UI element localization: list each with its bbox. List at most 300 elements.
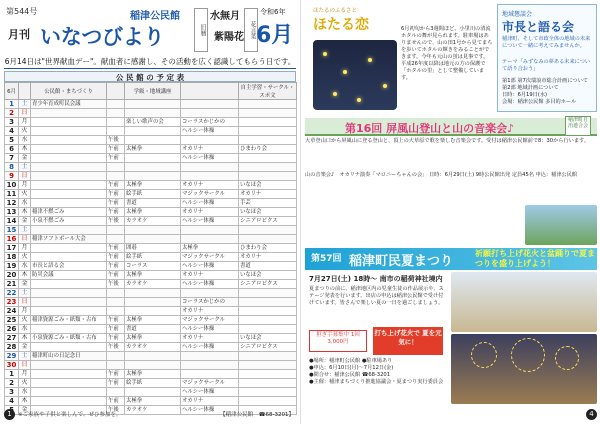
time-cell: 午前 [107,181,125,190]
day-cell: 12 [5,199,19,208]
class-cell: 太極拳 [125,271,181,280]
weekday-cell: 金 [19,343,31,352]
circle-cell-2: 書道 [239,262,297,271]
list-item: ●申込：6月10日(月)〜7月12日(金) [309,365,394,371]
table-row [5,154,297,163]
time-cell: 午前 [107,199,125,208]
class-cell: カラオケ [125,217,181,226]
circle-cell-2 [239,127,297,136]
monthly-label: 月刊 [8,28,30,41]
table-row [5,181,297,190]
day-cell: 20 [5,271,19,280]
circle-cell-2 [239,370,297,379]
table-row [5,352,297,361]
circle-cell-2 [239,379,297,388]
circle-cell-2 [239,316,297,325]
table-row [5,208,297,217]
issue-number: 第544号 [6,7,38,16]
mountain-concert-detail: 山の音楽会♪ オカリナ演奏「マロニーちゃんの会」 日時：6月29日(土) 9時公民館出発 定員45名 申込：稲津公民館 [305,172,578,178]
time-cell [107,361,125,370]
table-row [5,379,297,388]
day-cell: 11 [5,190,19,199]
hall-event-cell [31,199,107,208]
circle-cell-2: ひまわり会 [239,145,297,154]
circle-cell-2: いなほ会 [239,271,297,280]
month-old-name: 水無月 [210,11,240,22]
class-cell: 囲碁 [125,244,181,253]
weekday-cell: 金 [19,406,31,415]
festival-banner [305,248,597,270]
circle-cell [181,235,239,244]
col-header [19,83,31,100]
circle-cell: ヘルシー体操 [181,406,239,415]
day-cell: 3 [5,388,19,397]
hall-event-cell: 小泉資源ごみ・紙類・古布 [31,334,107,343]
day-cell: 5 [5,136,19,145]
circle-cell: コーラスかじかの [181,118,239,127]
time-cell [107,172,125,181]
day-cell: 1 [5,370,19,379]
table-row [5,262,297,271]
mountain-concert-title: 第16回 屏風山登山と山の音楽会♪ [345,122,515,135]
time-cell: 午前 [107,325,125,334]
circle-cell-2: オカリナ [239,253,297,262]
day-cell: 17 [5,244,19,253]
circle-cell-2: いなほ会 [239,208,297,217]
circle-cell [181,172,239,181]
day-cell: 16 [5,235,19,244]
weekday-cell: 金 [19,217,31,226]
mountain-photo [525,205,597,245]
class-cell: 太極拳 [125,397,181,406]
circle-cell-2 [239,100,297,109]
hall-event-cell [31,379,107,388]
class-cell: 太極拳 [125,145,181,154]
circle-cell-2: シニアロビクス [239,217,297,226]
weekday-cell: 火 [19,127,31,136]
class-cell: 書道 [125,325,181,334]
hall-event-cell [31,226,107,235]
circle-cell [181,226,239,235]
weekday-cell: 水 [19,262,31,271]
class-cell: コーラス [125,262,181,271]
time-cell [107,352,125,361]
weekday-cell: 日 [19,235,31,244]
day-cell: 22 [5,289,19,298]
hall-event-cell [31,298,107,307]
circle-cell-2 [239,352,297,361]
time-cell [107,127,125,136]
festival-details [309,358,449,386]
era-year: 令和6年 [260,8,286,16]
hall-event-cell [31,172,107,181]
day-cell: 23 [5,298,19,307]
festival-catchcopy: 祈願打ち上げ花火と盆踊りで夏まつりを盛り上げよう！ [475,249,595,268]
circle-cell: オカリナ [181,208,239,217]
day-cell: 6 [5,145,19,154]
schedule-table [4,82,297,415]
day-cell: 14 [5,217,19,226]
table-row [5,343,297,352]
table-row [5,316,297,325]
circle-cell: マジックサークル [181,253,239,262]
circle-cell-2 [239,388,297,397]
col-header: 学級・地域講座 [125,83,181,100]
class-cell: 太極拳 [125,334,181,343]
weekday-cell: 日 [19,109,31,118]
hall-event-cell [31,289,107,298]
class-cell [125,127,181,136]
class-cell [125,100,181,109]
festival-title: 稲津町民夏まつり [349,254,454,269]
table-row [5,172,297,181]
circle-cell-2 [239,397,297,406]
table-row [5,307,297,316]
weekday-cell: 金 [19,154,31,163]
day-cell: 2 [5,109,19,118]
circle-cell: ヘルシー体操 [181,343,239,352]
weekday-cell: 木 [19,334,31,343]
list-item: ●問合せ：稲津公民館 ☎68-3201 [309,372,390,378]
class-cell: 絵手紙 [125,190,181,199]
time-cell [107,235,125,244]
circle-cell: オカリナ [181,307,239,316]
table-row [5,244,297,253]
circle-cell [181,370,239,379]
circle-cell-2: ひまわり会 [239,244,297,253]
weekday-cell: 日 [19,361,31,370]
table-row [5,136,297,145]
firefly-subtitle: ほたるのふるさと [313,8,358,14]
time-cell: 午後 [107,280,125,289]
masthead [4,4,296,54]
circle-cell-2 [239,298,297,307]
table-row [5,271,297,280]
table-row [5,226,297,235]
time-cell: 午前 [107,334,125,343]
weekday-cell: 月 [19,244,31,253]
hall-event-cell [31,109,107,118]
page-number: 1 [4,409,15,420]
day-cell: 7 [5,154,19,163]
hall-event-cell: 稲津ソフトボール大会 [31,235,107,244]
col-header: 公民館・まちづくり [31,83,107,100]
time-cell [107,298,125,307]
time-cell: 午前 [107,190,125,199]
weekday-cell: 火 [19,316,31,325]
list-item: 第1部 第7次瑞浪市総合計画について [502,78,588,84]
weekday-cell: 月 [19,307,31,316]
weekday-cell: 日 [19,172,31,181]
day-cell: 26 [5,325,19,334]
class-cell [125,307,181,316]
mayor-talk-title: 市長と語る会 [502,20,575,34]
hall-event-cell [31,280,107,289]
mayor-talk-section [497,4,597,112]
circle-cell: マジックサークル [181,190,239,199]
circle-cell-2 [239,325,297,334]
circle-cell [181,163,239,172]
circle-cell: ヘルシー体操 [181,154,239,163]
circle-cell [181,109,239,118]
time-cell [107,109,125,118]
time-cell [107,307,125,316]
circle-cell-2 [239,307,297,316]
class-cell: 絵手紙 [125,253,181,262]
schedule-title: 公 民 館 の 予 定 表 [4,71,296,82]
day-cell: 9 [5,172,19,181]
class-cell [125,289,181,298]
time-cell [107,163,125,172]
day-cell: 8 [5,163,19,172]
weekday-cell: 土 [19,289,31,298]
time-cell: 午後 [107,217,125,226]
table-row [5,289,297,298]
class-cell: 太極拳 [125,208,181,217]
time-cell: 午前 [107,145,125,154]
class-cell: 楽しい歌声の会 [125,118,181,127]
day-cell: 25 [5,316,19,325]
day-cell: 15 [5,226,19,235]
circle-cell-2 [239,172,297,181]
col-header [107,83,125,100]
weekday-cell: 火 [19,190,31,199]
hall-event-cell [31,397,107,406]
weekday-cell: 金 [19,280,31,289]
day-cell: 24 [5,307,19,316]
class-cell [125,109,181,118]
col-header [181,83,239,100]
class-cell: カラオケ [125,406,181,415]
hall-event-cell [31,388,107,397]
table-row [5,397,297,406]
class-cell: 絵手紙 [125,379,181,388]
circle-cell: オカリナ [181,397,239,406]
mayor-talk-theme: テーマ「みずなみの夢ある未来について語り合おう」 [502,59,591,72]
table-row [5,235,297,244]
day-cell: 19 [5,262,19,271]
table-row [5,109,297,118]
festival-date: 7月27日(土) 18時〜 南市の稲荷神社境内 [309,275,443,283]
weekday-cell: 火 [19,253,31,262]
class-cell [125,136,181,145]
circle-cell: ヘルシー体操 [181,280,239,289]
time-cell [107,226,125,235]
time-cell [107,118,125,127]
circle-cell: オカリナ [181,271,239,280]
hall-event-cell [31,244,107,253]
hall-event-cell [31,253,107,262]
day-cell: 10 [5,181,19,190]
class-cell: 書道 [125,199,181,208]
circle-cell-2: シニアロビクス [239,280,297,289]
time-cell: 午前 [107,271,125,280]
table-row [5,370,297,379]
hall-event-cell: 防災会議 [31,271,107,280]
mountain-concert-banner [305,118,597,136]
festival-photo-dance [451,272,597,332]
day-cell: 2 [5,379,19,388]
list-item: 会場：稲津公民館 多目的ホール [502,99,577,105]
time-cell: 午前 [107,154,125,163]
circle-cell [181,352,239,361]
time-cell [107,388,125,397]
hall-event-cell [31,307,107,316]
circle-cell-2 [239,118,297,127]
weekday-cell: 水 [19,325,31,334]
circle-cell-2 [239,289,297,298]
hall-event-cell [31,190,107,199]
table-row [5,361,297,370]
circle-cell: マジックサークル [181,379,239,388]
circle-cell-2 [239,235,297,244]
class-cell [125,163,181,172]
circle-cell-2: オカリナ [239,190,297,199]
weekday-cell: 水 [19,199,31,208]
hall-event-cell [31,154,107,163]
weekday-cell: 日 [19,298,31,307]
list-item: 第2部 地域計画について [502,85,559,91]
circle-cell: ヘルシー体操 [181,127,239,136]
hall-event-cell: 稲津資源ごみ・紙類・古布 [31,316,107,325]
circle-cell: ヘルシー体操 [181,388,239,397]
hall-event-cell [31,325,107,334]
day-cell: 29 [5,352,19,361]
circle-cell [181,100,239,109]
hall-event-cell: 稲津不燃ごみ [31,208,107,217]
month-flower: 紫陽花 [214,32,244,43]
hall-event-cell: 小泉不燃ごみ [31,217,107,226]
circle-cell: ヘルシー体操 [181,325,239,334]
firefly-section [305,4,493,112]
circle-cell: コーラスかじかの [181,298,239,307]
table-row [5,325,297,334]
class-cell [125,226,181,235]
weekday-cell: 月 [19,181,31,190]
circle-cell-2 [239,163,297,172]
time-cell: 午前 [107,244,125,253]
col-header: 6月 [5,83,19,100]
weekday-cell: 木 [19,145,31,154]
table-row [5,334,297,343]
time-cell: 午前 [107,253,125,262]
table-row [5,100,297,109]
table-row [5,217,297,226]
hall-event-cell [31,118,107,127]
circle-cell-2 [239,154,297,163]
time-cell: 午前 [107,316,125,325]
table-row [5,280,297,289]
class-cell [125,388,181,397]
table-row [5,253,297,262]
hall-event-cell: 青少年育成町民会議 [31,100,107,109]
firefly-title: ほたる恋 [313,17,369,33]
circle-cell: ヘルシー体操 [181,262,239,271]
page-number: 4 [586,409,597,420]
firefly-photo [313,40,397,110]
circle-cell-2: いなほ会 [239,181,297,190]
circle-cell-2: いなほ会 [239,334,297,343]
table-row [5,298,297,307]
time-cell [107,100,125,109]
day-cell: 13 [5,208,19,217]
weekday-cell: 水 [19,136,31,145]
weekday-cell: 土 [19,163,31,172]
schedule-header-row [5,83,297,100]
class-cell: カラオケ [125,343,181,352]
hall-event-cell [31,127,107,136]
weekday-cell: 土 [19,352,31,361]
notice-banner: 6月14日は"世界献血デー"。献血者に感謝し、その活動を広く認識してもらう日です。 [4,56,296,69]
table-row [5,163,297,172]
festival-text: 夏まつりの前に、稲津地区内の児童生徒の作品展示や、ステージ発表を行います。出店の申込は稲津公民館で受け付けています。皆さんで楽しい夏の一日を過ごしましょう。 [309,286,444,306]
circle-cell: オカリナ [181,334,239,343]
list-item: ●場所：稲津町公民館 ●駐車場あり [309,358,393,364]
lunar-label: 旧暦 [194,8,208,52]
time-cell: 午前 [107,262,125,271]
day-cell: 1 [5,100,19,109]
circle-cell-2 [239,136,297,145]
list-item: 日時：6月19日(水) [502,92,548,98]
circle-cell-2: 手芸 [239,199,297,208]
mayor-talk-desc: 稲津町、そして市政全体の地域の未来について一緒に考えてみませんか。 [502,36,591,49]
weekday-cell: 木 [19,208,31,217]
day-cell: 21 [5,280,19,289]
hall-name: 稲津公民館 [130,11,180,22]
circle-cell: マジックサークル [181,316,239,325]
fireworks-badge: 打ち上げ花火で 夏を元気に！ [373,327,443,355]
day-cell: 4 [5,397,19,406]
circle-cell-2 [239,109,297,118]
table-row [5,118,297,127]
table-row [5,145,297,154]
class-cell [125,298,181,307]
circle-cell-2 [239,226,297,235]
bearer-recruit-badge: 担ぎ手募集中 1回 3,000円 [309,330,367,352]
hall-event-cell [31,370,107,379]
festival-number: 第57回 [311,254,342,264]
circle-cell [181,136,239,145]
time-cell: 午前 [107,208,125,217]
time-cell: 午前 [107,370,125,379]
flower-label: 花言葉 [244,8,258,52]
hall-event-cell [31,136,107,145]
newsletter-title: いなつびより [40,25,165,49]
day-cell: 30 [5,361,19,370]
list-item: ●主催：稲津まちづくり推進協議会・夏まつり実行委員会 [309,379,444,385]
hall-event-cell [31,145,107,154]
circle-cell [181,289,239,298]
day-cell: 4 [5,127,19,136]
circle-cell: オカリナ [181,181,239,190]
class-cell [125,352,181,361]
mountain-concert-text: 大草登山口から屏風山に登る登山と、頂上の大草原で歌を楽しむ音楽会です。受付は稲津公民館前で8：30から行います。 [305,138,590,144]
class-cell: カラオケ [125,280,181,289]
class-cell: 太極拳 [125,181,181,190]
hall-event-cell [31,181,107,190]
class-cell [125,235,181,244]
mayor-talk-details [502,78,594,106]
weekday-cell: 月 [19,118,31,127]
festival-photo-fireworks [451,334,597,404]
table-row [5,190,297,199]
table-row [5,199,297,208]
circle-cell: オカリナ [181,145,239,154]
day-cell: 27 [5,334,19,343]
time-cell: 午後 [107,406,125,415]
day-cell: 28 [5,343,19,352]
weekday-cell: 月 [19,370,31,379]
